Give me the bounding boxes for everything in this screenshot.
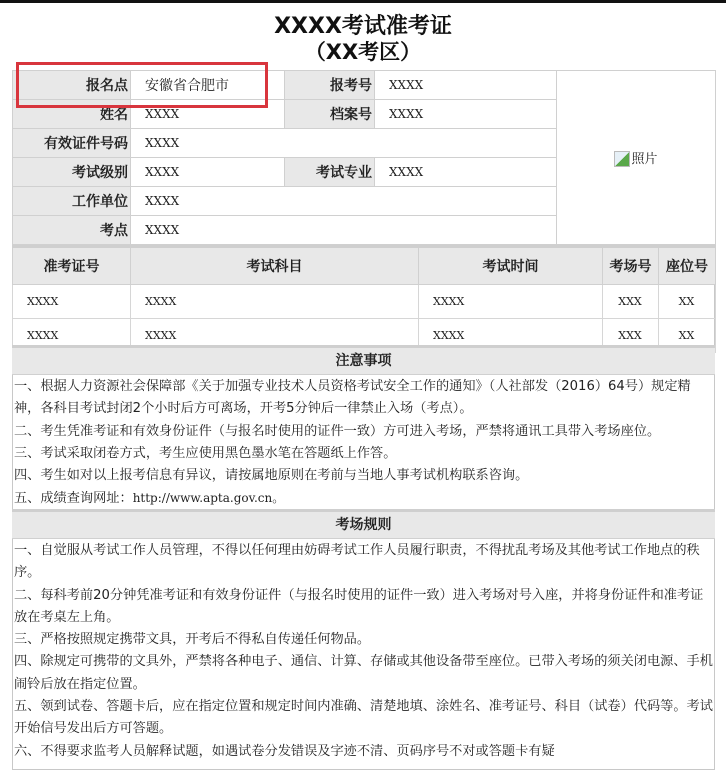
ticket-no-cell: XXXX [13, 285, 131, 319]
seat-no-cell: XX [659, 319, 716, 353]
notice-item: 一、根据人力资源社会保障部《关于加强专业技术人员资格考试安全工作的通知》（人社部发（2016）64号）规定精神，各科目考试封闭2个小时后方可离场，开考5分钟后一律禁止入场（考点）。 [14, 379, 691, 417]
exam-level-label: 考试级别 [13, 158, 131, 187]
table-row [13, 285, 716, 319]
exam-no-label: 报考号 [285, 71, 375, 100]
employer-value: XXXX [131, 187, 557, 216]
id-number-value: XXXX [131, 129, 557, 158]
registration-site-label: 报名点 [13, 71, 131, 100]
rules-list [14, 540, 714, 763]
rule-item: 六、不得要求监考人员解释试题，如遇试卷分发错误及字迹不清、页码序号不对或答题卡有疑 [14, 743, 555, 759]
registration-site-value: 安徽省合肥市 [131, 71, 285, 100]
notice-item: 四、考生如对以上报考信息有异议，请按属地原则在考前与当地人事考试机构联系咨询。 [14, 468, 529, 484]
rule-item: 五、领到试卷、答题卡后，应在指定位置和规定时间内准确、清楚地填、涂姓名、准考证号、科目（试卷）代码等。考试开始信号发出后方可答题。 [14, 699, 713, 737]
exam-level-value: XXXX [131, 158, 285, 187]
rule-item: 二、每科考前20分钟凭准考证和有效身份证件（与报名时使用的证件一致）进入考场对号入座，并将身份证件和准考证放在考桌左上角。 [14, 587, 704, 625]
exam-no-value: XXXX [375, 71, 557, 100]
photo-alt-text: 照片 [631, 151, 658, 167]
room-no-cell: XXX [603, 285, 659, 319]
ticket-no-cell: XXXX [13, 319, 131, 353]
candidate-info-table [12, 70, 716, 245]
notice-item: 二、考生凭准考证和有效身份证件（与报名时使用的证件一致）方可进入考场，严禁将通讯工具带入考场座位。 [14, 423, 661, 439]
results-url: http://www.apta.gov.cn。 [132, 491, 285, 506]
column-header-subject: 考试科目 [131, 247, 419, 285]
employer-label: 工作单位 [13, 187, 131, 216]
schedule-header-row [13, 247, 716, 285]
top-edge-bar [0, 0, 726, 3]
subject-cell: XXXX [131, 319, 419, 353]
time-cell: XXXX [419, 285, 603, 319]
id-number-label: 有效证件号码 [13, 129, 131, 158]
exam-major-label: 考试专业 [285, 158, 375, 187]
name-value: XXXX [131, 100, 285, 129]
notice-item-label: 五、成绩查询网址： [14, 491, 133, 507]
room-no-cell: XXX [603, 319, 659, 353]
column-header-seat-no: 座位号 [659, 247, 716, 285]
column-header-room-no: 考场号 [603, 247, 659, 285]
file-no-value: XXXX [375, 100, 557, 129]
page-title: XXXX考试准考证 [274, 14, 452, 39]
exam-schedule-table [12, 245, 716, 353]
venue-label: 考点 [13, 216, 131, 245]
name-label: 姓名 [13, 100, 131, 129]
notices-list [14, 376, 714, 511]
notices-section-title: 注意事项 [12, 345, 715, 375]
photo-cell [557, 71, 716, 245]
subject-cell: XXXX [131, 285, 419, 319]
exam-major-value: XXXX [375, 158, 557, 187]
broken-image-icon [614, 151, 630, 167]
notice-item [14, 487, 714, 510]
notice-item: 三、考试采取闭卷方式，考生应使用黑色墨水笔在答题纸上作答。 [14, 445, 397, 461]
rule-item: 一、自觉服从考试工作人员管理，不得以任何理由妨碍考试工作人员履行职责，不得扰乱考场及其他考试工作地点的秩序。 [14, 543, 700, 581]
rules-section-title: 考场规则 [12, 509, 715, 539]
rule-item: 三、严格按照规定携带文具，开考后不得私自传递任何物品。 [14, 632, 371, 648]
file-no-label: 档案号 [285, 100, 375, 129]
page-subtitle: （XX考区） [304, 40, 422, 64]
seat-no-cell: XX [659, 285, 716, 319]
column-header-ticket-no: 准考证号 [13, 247, 131, 285]
info-row [13, 71, 716, 100]
time-cell: XXXX [419, 319, 603, 353]
column-header-time: 考试时间 [419, 247, 603, 285]
rule-item: 四、除规定可携带的文具外，严禁将各种电子、通信、计算、存储或其他设备带至座位。已带入考场的须关闭电源、手机闹铃后放在指定位置。 [14, 654, 713, 692]
venue-value: XXXX [131, 216, 557, 245]
